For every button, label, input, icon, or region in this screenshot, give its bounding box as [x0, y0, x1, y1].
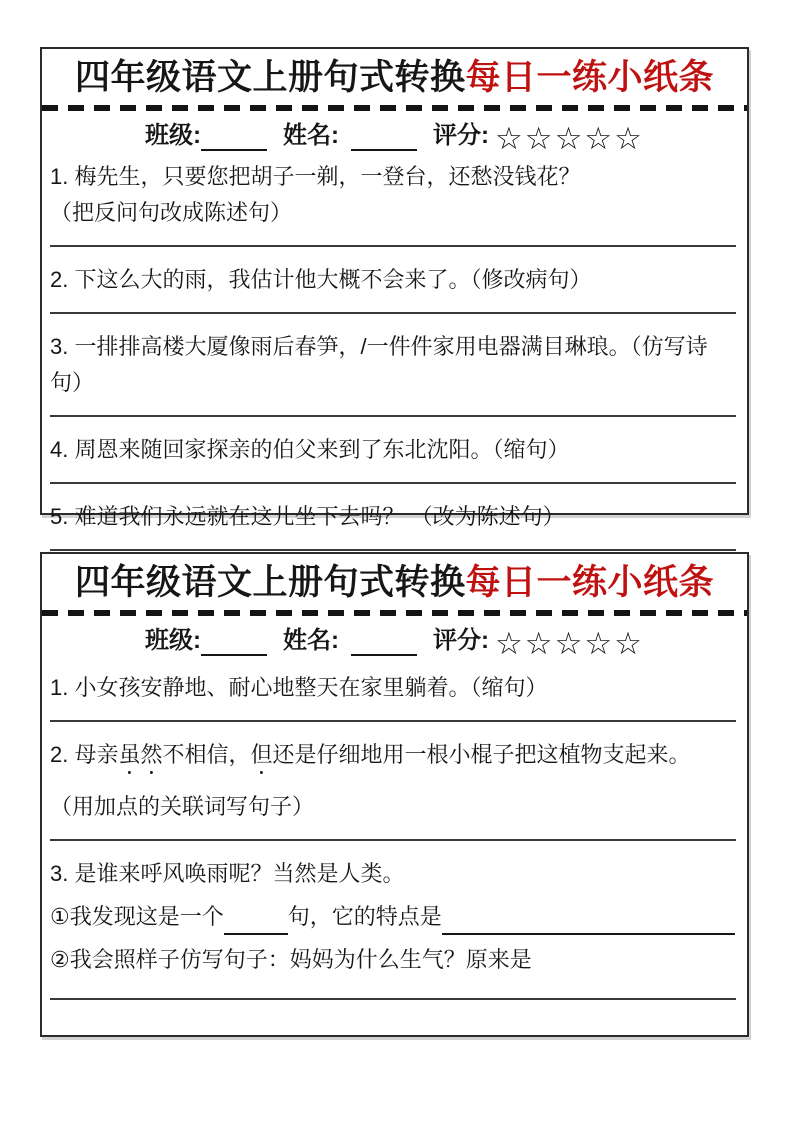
- question-3-subitem-1: [50, 899, 737, 935]
- answer-line: [50, 720, 736, 722]
- question-1-instruction: （把反问句改成陈述句）: [50, 199, 293, 225]
- name-blank-line: [351, 628, 417, 656]
- student-info-row: [42, 111, 747, 156]
- question-1-text: 1. 梅先生，只要您把胡子一剃，一登台，还愁没钱花？: [50, 163, 581, 189]
- answer-line: [50, 998, 736, 1000]
- card-title: [42, 554, 747, 605]
- worksheet-card-2: [40, 552, 749, 1037]
- fill-in-blank: [224, 903, 288, 935]
- score-stars-icon: ☆☆☆☆☆: [495, 120, 644, 156]
- answer-line: [50, 839, 736, 841]
- question-2-segment: 2. 母亲: [50, 741, 119, 767]
- question-5-text: 5. 难道我们永远就在这儿坐下去吗？ （改为陈述句）: [50, 503, 565, 529]
- question-3-text: 3. 是谁来呼风唤雨呢？当然是人类。: [50, 860, 405, 886]
- score-label: 评分:: [433, 626, 490, 654]
- class-label: 班级:: [145, 121, 202, 149]
- fill-in-blank: [442, 903, 735, 935]
- name-label: 姓名:: [283, 626, 340, 654]
- questions-area: [42, 658, 747, 1000]
- class-blank-line: [201, 628, 267, 656]
- question-3-subitem-2: [50, 942, 737, 978]
- answer-line: [50, 549, 736, 551]
- subitem-segment: 句，它的特点是: [287, 903, 442, 929]
- answer-line: [50, 415, 736, 417]
- title-red-part: 每日一练小纸条: [465, 58, 715, 97]
- answer-line: [50, 482, 736, 484]
- questions-area: [42, 153, 747, 551]
- emphasized-word: 但: [250, 741, 273, 767]
- title-black-part: 四年级语文上册句式转换: [74, 58, 466, 97]
- emphasized-word: 虽然: [118, 741, 163, 767]
- name-blank-line: [351, 123, 417, 151]
- question-1-text: 1. 小女孩安静地、耐心地整天在家里躺着。（缩句）: [50, 674, 548, 700]
- worksheet-card-1: [40, 47, 749, 529]
- card-title: [42, 49, 747, 100]
- class-label: 班级:: [145, 626, 202, 654]
- answer-line: [50, 312, 736, 314]
- question-2-text: 2. 下这么大的雨，我估计他大概不会来了。（修改病句）: [50, 266, 592, 292]
- score-label: 评分:: [433, 121, 490, 149]
- question-3-text: 3. 一排排高楼大厦像雨后春笋，/一件件家用电器满目琳琅。（仿写诗句）: [50, 333, 708, 395]
- question-2-segment: 不相信，: [162, 741, 251, 767]
- name-label: 姓名:: [283, 121, 340, 149]
- score-stars-icon: ☆☆☆☆☆: [495, 625, 644, 661]
- title-black-part: 四年级语文上册句式转换: [74, 563, 466, 602]
- subitem-segment: ①我发现这是一个: [50, 903, 224, 929]
- answer-line: [50, 245, 736, 247]
- student-info-row: [42, 616, 747, 661]
- subitem-segment: ②我会照样子仿写句子：妈妈为什么生气？原来是: [50, 946, 532, 972]
- question-2-instruction: （用加点的关联词写句子）: [50, 793, 315, 819]
- title-red-part: 每日一练小纸条: [465, 563, 715, 602]
- question-2-segment: 还是仔细地用一根小棍子把这植物支起来。: [272, 741, 691, 767]
- class-blank-line: [201, 123, 267, 151]
- question-4-text: 4. 周恩来随回家探亲的伯父来到了东北沈阳。（缩句）: [50, 436, 570, 462]
- question-2-text: [50, 737, 737, 779]
